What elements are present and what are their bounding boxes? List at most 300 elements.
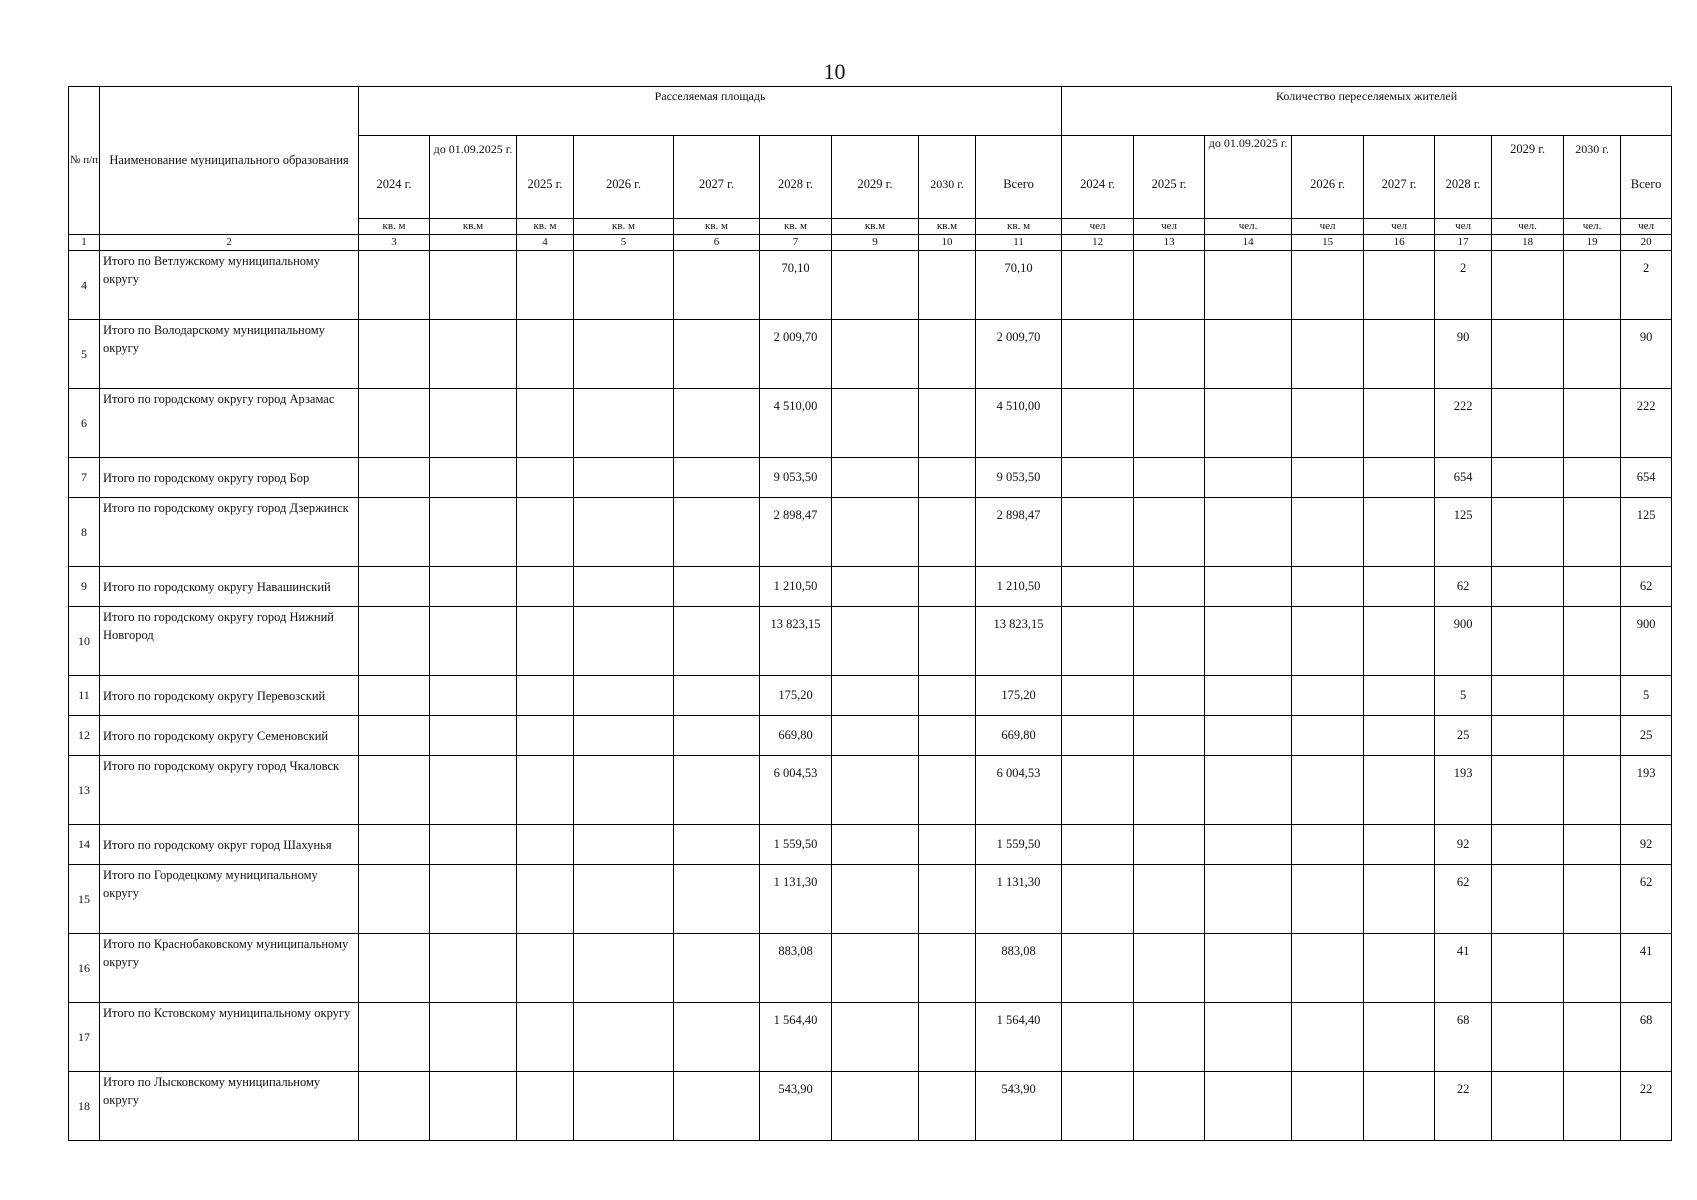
header-unit-residents: чел (1134, 219, 1205, 235)
empty-cell (1492, 458, 1564, 498)
residents-2028-cell: 62 (1435, 567, 1492, 607)
empty-cell (359, 934, 430, 1003)
empty-cell (1364, 567, 1435, 607)
residents-2028-cell: 125 (1435, 498, 1492, 567)
empty-cell (1292, 756, 1364, 825)
empty-cell (1564, 1072, 1621, 1141)
municipality-name: Итого по городскому округу город Арзамас (100, 389, 359, 458)
residents-2028-cell: 92 (1435, 825, 1492, 865)
residents-2028-cell: 2 (1435, 251, 1492, 320)
municipality-name: Итого по городскому округу город Дзержинск (100, 498, 359, 567)
empty-cell (430, 567, 517, 607)
header-row-groups (69, 87, 1672, 136)
table-row (69, 865, 1672, 934)
empty-cell (1062, 716, 1134, 756)
empty-cell (1364, 1072, 1435, 1141)
area-total-cell: 1 564,40 (976, 1003, 1062, 1072)
empty-cell (832, 865, 919, 934)
municipality-name: Итого по Лысковскому муниципальному округу (100, 1072, 359, 1141)
empty-cell (919, 865, 976, 934)
header-unit-residents: чел. (1205, 219, 1292, 235)
empty-cell (919, 498, 976, 567)
header-year-area: до 01.09.2025 г. (430, 136, 517, 219)
area-2028-cell: 669,80 (760, 716, 832, 756)
municipality-name: Итого по городскому округу Навашинский (100, 567, 359, 607)
empty-cell (1205, 251, 1292, 320)
empty-cell (1492, 251, 1564, 320)
empty-cell (517, 1003, 574, 1072)
empty-cell (832, 1072, 919, 1141)
residents-2028-cell: 654 (1435, 458, 1492, 498)
empty-cell (1062, 1003, 1134, 1072)
empty-cell (359, 251, 430, 320)
residents-2028-cell: 62 (1435, 865, 1492, 934)
column-number: 6 (674, 235, 760, 251)
table-row (69, 676, 1672, 716)
column-number: 13 (1134, 235, 1205, 251)
empty-cell (674, 756, 760, 825)
empty-cell (1492, 567, 1564, 607)
empty-cell (1062, 1072, 1134, 1141)
empty-cell (832, 607, 919, 676)
empty-cell (517, 607, 574, 676)
column-number: 1 (69, 235, 100, 251)
residents-total-cell: 5 (1621, 676, 1672, 716)
empty-cell (1492, 1003, 1564, 1072)
empty-cell (832, 716, 919, 756)
area-total-cell: 4 510,00 (976, 389, 1062, 458)
header-unit-area: кв.м (919, 219, 976, 235)
empty-cell (1134, 320, 1205, 389)
empty-cell (919, 251, 976, 320)
empty-cell (1062, 320, 1134, 389)
residents-total-cell: 92 (1621, 825, 1672, 865)
table-row (69, 498, 1672, 567)
empty-cell (1564, 1003, 1621, 1072)
empty-cell (1564, 251, 1621, 320)
empty-cell (1292, 458, 1364, 498)
empty-cell (1492, 389, 1564, 458)
residents-2028-cell: 25 (1435, 716, 1492, 756)
empty-cell (1062, 389, 1134, 458)
area-total-cell: 2 898,47 (976, 498, 1062, 567)
area-2028-cell: 6 004,53 (760, 756, 832, 825)
empty-cell (359, 676, 430, 716)
empty-cell (1134, 756, 1205, 825)
empty-cell (674, 251, 760, 320)
empty-cell (1062, 934, 1134, 1003)
row-number: 16 (69, 934, 100, 1003)
empty-cell (832, 458, 919, 498)
empty-cell (1292, 716, 1364, 756)
area-total-cell: 9 053,50 (976, 458, 1062, 498)
empty-cell (1364, 458, 1435, 498)
page-number: 10 (823, 59, 846, 84)
header-unit-area: кв. м (517, 219, 574, 235)
header-unit-area: кв. м (674, 219, 760, 235)
empty-cell (430, 458, 517, 498)
row-number: 5 (69, 320, 100, 389)
area-2028-cell: 1 131,30 (760, 865, 832, 934)
area-2028-cell: 1 210,50 (760, 567, 832, 607)
empty-cell (517, 1072, 574, 1141)
column-number: 19 (1564, 235, 1621, 251)
empty-cell (1062, 251, 1134, 320)
empty-cell (919, 389, 976, 458)
area-2028-cell: 70,10 (760, 251, 832, 320)
empty-cell (1564, 567, 1621, 607)
empty-cell (674, 458, 760, 498)
residents-total-cell: 22 (1621, 1072, 1672, 1141)
header-unit-area: кв.м (430, 219, 517, 235)
header-year-residents: Всего (1621, 136, 1672, 219)
empty-cell (1134, 676, 1205, 716)
empty-cell (1062, 458, 1134, 498)
header-year-area: 2026 г. (574, 136, 674, 219)
empty-cell (919, 567, 976, 607)
column-number: 18 (1492, 235, 1564, 251)
header-year-area: 2029 г. (832, 136, 919, 219)
empty-cell (832, 567, 919, 607)
header-year-residents: 2024 г. (1062, 136, 1134, 219)
empty-cell (359, 458, 430, 498)
empty-cell (359, 1003, 430, 1072)
area-total-cell: 70,10 (976, 251, 1062, 320)
column-number: 3 (359, 235, 430, 251)
area-2028-cell: 175,20 (760, 676, 832, 716)
row-number: 9 (69, 567, 100, 607)
residents-2028-cell: 5 (1435, 676, 1492, 716)
empty-cell (574, 389, 674, 458)
empty-cell (1134, 865, 1205, 934)
municipality-name: Итого по городскому округу город Чкаловск (100, 756, 359, 825)
empty-cell (919, 756, 976, 825)
empty-cell (832, 934, 919, 1003)
header-year-area: 2024 г. (359, 136, 430, 219)
table-row (69, 716, 1672, 756)
empty-cell (359, 498, 430, 567)
empty-cell (1364, 1003, 1435, 1072)
empty-cell (1062, 756, 1134, 825)
empty-cell (430, 865, 517, 934)
empty-cell (1292, 825, 1364, 865)
empty-cell (517, 825, 574, 865)
empty-cell (832, 825, 919, 865)
empty-cell (430, 1072, 517, 1141)
empty-cell (919, 458, 976, 498)
residents-total-cell: 41 (1621, 934, 1672, 1003)
empty-cell (1492, 865, 1564, 934)
area-total-cell: 1 559,50 (976, 825, 1062, 865)
header-row-column-numbers (69, 235, 1672, 251)
municipality-name: Итого по Кстовскому муниципальному округу (100, 1003, 359, 1072)
empty-cell (1492, 756, 1564, 825)
empty-cell (1364, 320, 1435, 389)
row-number: 18 (69, 1072, 100, 1141)
row-number: 7 (69, 458, 100, 498)
row-number: 13 (69, 756, 100, 825)
table-row (69, 756, 1672, 825)
municipality-name: Итого по городскому округ город Шахунья (100, 825, 359, 865)
empty-cell (1062, 825, 1134, 865)
area-2028-cell: 1 559,50 (760, 825, 832, 865)
empty-cell (359, 607, 430, 676)
empty-cell (517, 676, 574, 716)
empty-cell (1492, 498, 1564, 567)
empty-cell (1292, 1003, 1364, 1072)
empty-cell (517, 458, 574, 498)
empty-cell (359, 320, 430, 389)
empty-cell (919, 934, 976, 1003)
empty-cell (1292, 934, 1364, 1003)
empty-cell (430, 1003, 517, 1072)
empty-cell (517, 934, 574, 1003)
empty-cell (1564, 756, 1621, 825)
column-number: 9 (832, 235, 919, 251)
empty-cell (1564, 498, 1621, 567)
area-total-cell: 669,80 (976, 716, 1062, 756)
empty-cell (1492, 934, 1564, 1003)
header-year-residents: 2027 г. (1364, 136, 1435, 219)
header-year-area: 2028 г. (760, 136, 832, 219)
empty-cell (919, 676, 976, 716)
empty-cell (674, 567, 760, 607)
empty-cell (1205, 567, 1292, 607)
header-year-area: 2027 г. (674, 136, 760, 219)
empty-cell (1292, 498, 1364, 567)
municipality-name: Итого по городскому округу город Нижний Новгород (100, 607, 359, 676)
table-row (69, 1003, 1672, 1072)
residents-total-cell: 654 (1621, 458, 1672, 498)
empty-cell (1292, 567, 1364, 607)
area-total-cell: 13 823,15 (976, 607, 1062, 676)
empty-cell (517, 567, 574, 607)
empty-cell (1364, 716, 1435, 756)
empty-cell (1364, 756, 1435, 825)
area-total-cell: 1 131,30 (976, 865, 1062, 934)
header-col-num: № п/п (69, 87, 100, 235)
empty-cell (1205, 676, 1292, 716)
empty-cell (574, 607, 674, 676)
header-year-area: 2030 г. (919, 136, 976, 219)
header-unit-residents: чел (1435, 219, 1492, 235)
table-row (69, 825, 1672, 865)
header-year-residents: 2029 г. (1492, 136, 1564, 219)
empty-cell (430, 607, 517, 676)
empty-cell (359, 567, 430, 607)
empty-cell (1205, 389, 1292, 458)
area-2028-cell: 883,08 (760, 934, 832, 1003)
resettlement-table (68, 86, 1672, 1141)
empty-cell (1292, 389, 1364, 458)
row-number: 8 (69, 498, 100, 567)
empty-cell (674, 934, 760, 1003)
empty-cell (359, 756, 430, 825)
municipality-name: Итого по Городецкому муниципальному округу (100, 865, 359, 934)
empty-cell (430, 389, 517, 458)
empty-cell (574, 567, 674, 607)
empty-cell (517, 756, 574, 825)
empty-cell (1292, 676, 1364, 716)
empty-cell (1564, 458, 1621, 498)
header-unit-residents: чел (1364, 219, 1435, 235)
residents-2028-cell: 193 (1435, 756, 1492, 825)
empty-cell (1205, 825, 1292, 865)
header-unit-area: кв. м (359, 219, 430, 235)
empty-cell (1564, 389, 1621, 458)
residents-total-cell: 90 (1621, 320, 1672, 389)
row-number: 6 (69, 389, 100, 458)
empty-cell (1205, 498, 1292, 567)
column-number: 12 (1062, 235, 1134, 251)
empty-cell (1134, 567, 1205, 607)
column-number: 10 (919, 235, 976, 251)
empty-cell (1564, 320, 1621, 389)
residents-total-cell: 62 (1621, 567, 1672, 607)
empty-cell (674, 607, 760, 676)
empty-cell (430, 934, 517, 1003)
municipality-name: Итого по Ветлужскому муниципальному округу (100, 251, 359, 320)
empty-cell (832, 389, 919, 458)
empty-cell (1205, 1072, 1292, 1141)
empty-cell (1292, 251, 1364, 320)
column-number: 7 (760, 235, 832, 251)
empty-cell (430, 716, 517, 756)
empty-cell (1062, 676, 1134, 716)
empty-cell (1205, 865, 1292, 934)
area-2028-cell: 9 053,50 (760, 458, 832, 498)
empty-cell (1205, 756, 1292, 825)
table-row (69, 251, 1672, 320)
residents-2028-cell: 222 (1435, 389, 1492, 458)
column-number: 20 (1621, 235, 1672, 251)
empty-cell (674, 865, 760, 934)
empty-cell (1134, 389, 1205, 458)
header-year-residents: 2030 г. (1564, 136, 1621, 219)
header-unit-residents: чел. (1564, 219, 1621, 235)
empty-cell (1292, 607, 1364, 676)
header-unit-residents: чел (1292, 219, 1364, 235)
empty-cell (1205, 716, 1292, 756)
header-year-area: 2025 г. (517, 136, 574, 219)
empty-cell (1292, 320, 1364, 389)
empty-cell (1364, 676, 1435, 716)
empty-cell (919, 716, 976, 756)
row-number: 4 (69, 251, 100, 320)
empty-cell (1492, 607, 1564, 676)
empty-cell (1134, 498, 1205, 567)
area-total-cell: 883,08 (976, 934, 1062, 1003)
empty-cell (574, 756, 674, 825)
municipality-name: Итого по Краснобаковскому муниципальному округу (100, 934, 359, 1003)
empty-cell (1205, 458, 1292, 498)
empty-cell (1292, 865, 1364, 934)
area-total-cell: 6 004,53 (976, 756, 1062, 825)
area-total-cell: 175,20 (976, 676, 1062, 716)
empty-cell (1564, 676, 1621, 716)
row-number: 11 (69, 676, 100, 716)
municipality-name: Итого по городскому округу Перевозский (100, 676, 359, 716)
empty-cell (359, 825, 430, 865)
empty-cell (359, 389, 430, 458)
row-number: 15 (69, 865, 100, 934)
table-row (69, 389, 1672, 458)
area-2028-cell: 2 009,70 (760, 320, 832, 389)
empty-cell (574, 1072, 674, 1141)
empty-cell (1364, 825, 1435, 865)
empty-cell (1062, 567, 1134, 607)
empty-cell (1134, 716, 1205, 756)
column-number: 14 (1205, 235, 1292, 251)
row-number: 14 (69, 825, 100, 865)
empty-cell (1492, 676, 1564, 716)
row-number: 12 (69, 716, 100, 756)
header-year-area: Всего (976, 136, 1062, 219)
empty-cell (1134, 934, 1205, 1003)
empty-cell (430, 825, 517, 865)
header-unit-residents: чел. (1492, 219, 1564, 235)
residents-total-cell: 900 (1621, 607, 1672, 676)
empty-cell (574, 865, 674, 934)
municipality-name: Итого по городскому округу город Бор (100, 458, 359, 498)
header-group-residents: Количество переселяемых жителей (1062, 87, 1672, 136)
empty-cell (359, 716, 430, 756)
area-total-cell: 2 009,70 (976, 320, 1062, 389)
empty-cell (574, 498, 674, 567)
row-number: 17 (69, 1003, 100, 1072)
empty-cell (832, 498, 919, 567)
empty-cell (832, 320, 919, 389)
empty-cell (574, 934, 674, 1003)
empty-cell (359, 865, 430, 934)
area-2028-cell: 4 510,00 (760, 389, 832, 458)
header-year-residents: 2028 г. (1435, 136, 1492, 219)
empty-cell (674, 1072, 760, 1141)
area-2028-cell: 13 823,15 (760, 607, 832, 676)
empty-cell (674, 825, 760, 865)
residents-total-cell: 222 (1621, 389, 1672, 458)
empty-cell (674, 716, 760, 756)
empty-cell (1492, 1072, 1564, 1141)
header-year-residents: до 01.09.2025 г. (1205, 136, 1292, 219)
residents-total-cell: 25 (1621, 716, 1672, 756)
empty-cell (1134, 1003, 1205, 1072)
empty-cell (832, 1003, 919, 1072)
column-number: 4 (517, 235, 574, 251)
empty-cell (919, 1072, 976, 1141)
header-unit-residents: чел (1062, 219, 1134, 235)
empty-cell (1134, 458, 1205, 498)
empty-cell (674, 389, 760, 458)
column-number: 15 (1292, 235, 1364, 251)
column-number: 17 (1435, 235, 1492, 251)
empty-cell (1564, 934, 1621, 1003)
empty-cell (574, 825, 674, 865)
empty-cell (574, 676, 674, 716)
empty-cell (1134, 1072, 1205, 1141)
header-year-residents: 2025 г. (1134, 136, 1205, 219)
empty-cell (1062, 865, 1134, 934)
residents-total-cell: 193 (1621, 756, 1672, 825)
empty-cell (1564, 825, 1621, 865)
column-number: 16 (1364, 235, 1435, 251)
municipality-name: Итого по Володарскому муниципальному округу (100, 320, 359, 389)
residents-total-cell: 125 (1621, 498, 1672, 567)
empty-cell (919, 1003, 976, 1072)
header-year-residents: 2026 г. (1292, 136, 1364, 219)
column-number: 11 (976, 235, 1062, 251)
empty-cell (832, 251, 919, 320)
